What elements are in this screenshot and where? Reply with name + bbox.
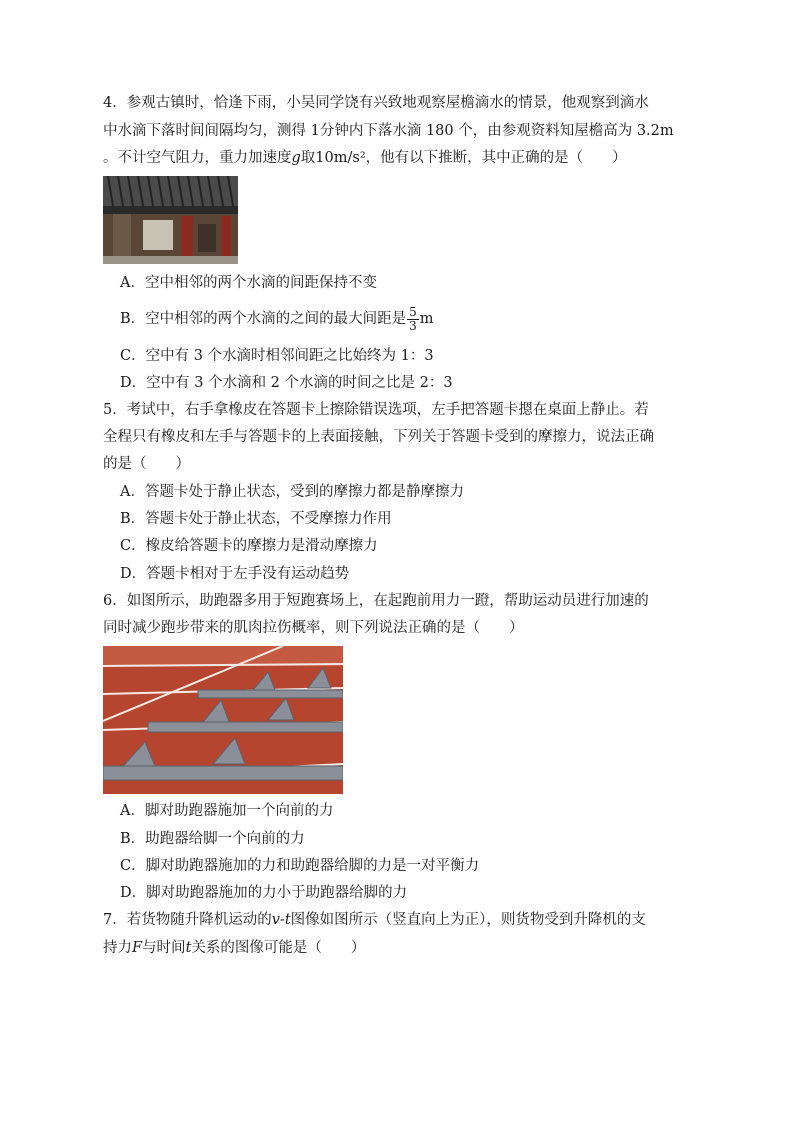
q4-line-1: 4．参观古镇时，恰逢下雨，小吴同学饶有兴致地观察屋檐滴水的情景，他观察到滴水 [103, 95, 649, 111]
q5-line-1: 5．考试中，右手拿橡皮在答题卡上擦除错误选项，左手把答题卡摁在桌面上静止。若 [103, 402, 649, 418]
q5-line-3: 的是（ ） [103, 456, 190, 472]
q7-line-2: 持力F与时间t关系的图像可能是（ ） [103, 940, 366, 956]
starting-blocks-photo [103, 646, 343, 794]
q4-option-a: A．空中相邻的两个水滴的间距保持不变 [120, 275, 377, 291]
q4-option-c: C．空中有 3 个水滴时相邻间距之比始终为 1：3 [120, 348, 434, 364]
q4-line-2: 中水滴下落时间间隔均匀，测得 1分钟内下落水滴 180 个，由参观资料知屋檐高为 3.2m [103, 123, 674, 139]
q4-option-b: B．空中相邻的两个水滴的之间的最大间距是 $\frac{5}{3}$ m [120, 304, 434, 333]
q6-option-d: D．脚对助跑器施加的力小于助跑器给脚的力 [120, 885, 408, 901]
q4-line-3: 。不计空气阻力，重力加速度g取10m/s²，他有以下推断，其中正确的是（ ） [103, 150, 627, 166]
q5-line-2: 全程只有橡皮和左手与答题卡的上表面接触，下列关于答题卡受到的摩擦力，说法正确 [103, 429, 654, 445]
q6-option-b: B．助跑器给脚一个向前的力 [120, 831, 305, 847]
q6-line-1: 6．如图所示，助跑器多用于短跑赛场上，在起跑前用力一蹬，帮助运动员进行加速的 [103, 593, 649, 609]
q5-option-c: C．橡皮给答题卡的摩擦力是滑动摩擦力 [120, 538, 378, 554]
q6-option-a: A．脚对助跑器施加一个向前的力 [120, 803, 334, 819]
q4-option-d: D．空中有 3 个水滴和 2 个水滴的时间之比是 2：3 [120, 375, 453, 391]
q5-option-d: D．答题卡相对于左手没有运动趋势 [120, 566, 350, 582]
fraction: $\frac{5}{3}$ [409, 304, 417, 333]
q6-option-c: C．脚对助跑器施加的力和助跑器给脚的力是一对平衡力 [120, 858, 480, 874]
eaves-photo [103, 176, 238, 264]
q6-line-2: 同时减少跑步带来的肌肉拉伤概率，则下列说法正确的是（ ） [103, 620, 524, 636]
q7-line-1: 7．若货物随升降机运动的v-t图像如图所示（竖直向上为正），则货物受到升降机的支 [103, 912, 646, 928]
q5-option-b: B．答题卡处于静止状态，不受摩擦力作用 [120, 511, 392, 527]
q5-option-a: A．答题卡处于静止状态，受到的摩擦力都是静摩擦力 [120, 484, 464, 500]
